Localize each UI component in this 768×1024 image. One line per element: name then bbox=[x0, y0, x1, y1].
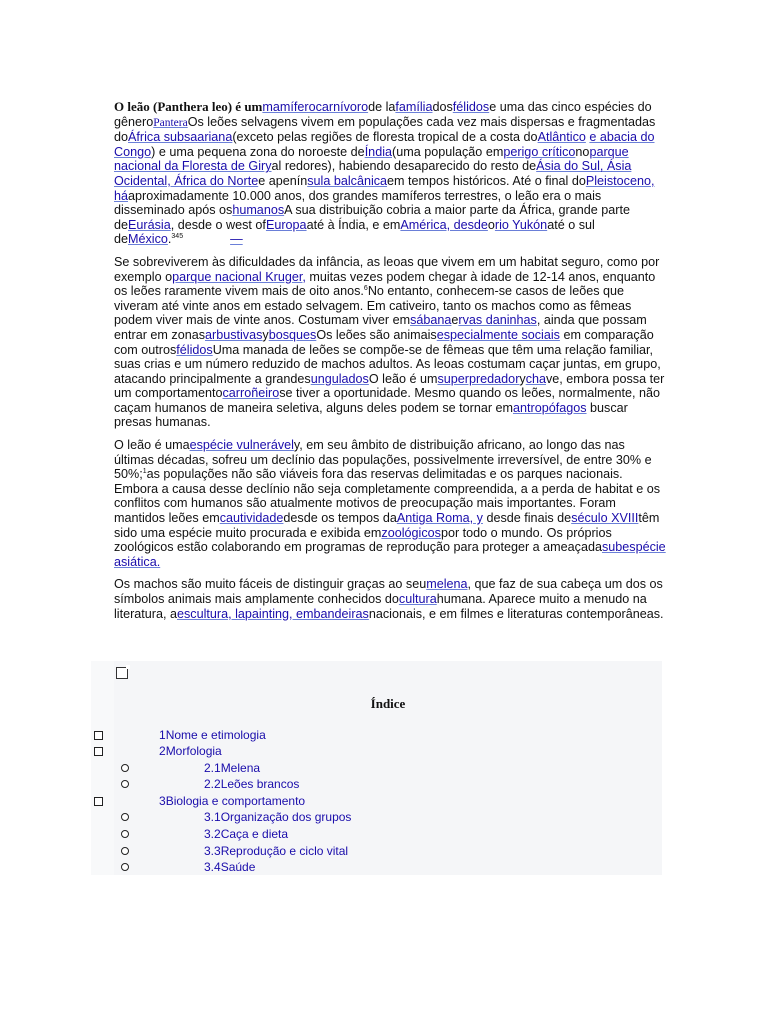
text: em comparação com outros bbox=[114, 327, 654, 357]
link-familia[interactable]: família bbox=[395, 100, 433, 114]
link-especie-vulneravel[interactable]: espécie vulnerável bbox=[189, 438, 294, 453]
link-escultura[interactable]: escultura, la bbox=[177, 606, 245, 621]
circle-bullet-icon bbox=[121, 780, 129, 788]
toc-number: 3 bbox=[159, 794, 166, 808]
text: y bbox=[262, 327, 269, 342]
text: . Aparece muito a menudo na literatura, a bbox=[114, 592, 647, 621]
link-europa[interactable]: Europa bbox=[265, 217, 307, 232]
link-arbustivas[interactable]: arbustivas bbox=[205, 327, 263, 342]
toc-item[interactable] bbox=[91, 728, 662, 744]
link-peninsula-balcanica[interactable]: sula balcânica bbox=[307, 173, 388, 188]
text: O leão é uma bbox=[114, 438, 190, 453]
text: muitas vezes podem chegar à idade de 12-14 anos, enquanto os leões raramente vivem mais de oito anos. bbox=[114, 269, 656, 299]
text: têm sido uma espécie muito procurada e exibida em bbox=[114, 511, 660, 540]
text: em tempos históricos. Até o final do bbox=[387, 173, 586, 188]
link-zoologicos[interactable]: zoológicos bbox=[381, 525, 441, 540]
toc-link[interactable]: Melena bbox=[220, 761, 261, 775]
text: (exceto pelas regiões de floresta tropical de a costa do bbox=[232, 130, 538, 145]
text: aproximadamente 10.000 anos, dos grandes mamíferos terrestres, o leão era o mais disseminado após os bbox=[114, 188, 602, 218]
text: Se sobreviverem às dificuldades da infância, as leoas que vivem em um habitat seguro, como por exemplo o bbox=[114, 254, 660, 284]
toc-link[interactable]: Morfologia bbox=[165, 744, 222, 758]
toc-item[interactable] bbox=[91, 810, 662, 826]
link-perigo-critico[interactable]: perigo crítico bbox=[503, 144, 576, 159]
square-bullet-icon bbox=[94, 747, 103, 756]
text: nacionais, e em filmes e literaturas contemporâneas. bbox=[368, 606, 664, 621]
link-superpredador[interactable]: superpredador bbox=[437, 371, 520, 386]
toc-number: 3.2 bbox=[204, 827, 221, 841]
link-atlantico[interactable]: Atlântico bbox=[537, 130, 586, 145]
text: , ainda que possam entrar em zonas bbox=[114, 313, 647, 342]
circle-bullet-icon bbox=[121, 863, 129, 871]
toc-item[interactable] bbox=[91, 844, 662, 860]
text: . bbox=[167, 232, 172, 247]
text: e bbox=[451, 313, 459, 328]
link-seculo-xviii[interactable]: século XVIII bbox=[571, 511, 639, 526]
toc-link[interactable]: Saúde bbox=[220, 860, 256, 874]
toc-item[interactable] bbox=[91, 744, 662, 760]
square-bullet-icon bbox=[94, 731, 103, 740]
link-mexico[interactable]: México bbox=[128, 232, 168, 247]
link-parque-kruger[interactable]: parque nacional Kruger, bbox=[172, 269, 306, 284]
link-ungulados[interactable]: ungulados bbox=[310, 371, 369, 386]
text: ve, embora possa ter um comportamento bbox=[114, 371, 665, 401]
text: e uma das cinco espécies do gênero bbox=[114, 100, 652, 129]
text: desde finais de bbox=[486, 511, 572, 526]
toc-number: 2.2 bbox=[204, 777, 221, 791]
toc-item[interactable] bbox=[91, 794, 662, 810]
toc-link[interactable]: Leões brancos bbox=[220, 777, 300, 791]
citation-1[interactable]: 1 bbox=[142, 468, 147, 476]
toc-title: Índice bbox=[370, 696, 406, 711]
text: e apenín bbox=[258, 173, 308, 188]
paragraph-intro bbox=[114, 100, 666, 247]
toc-number: 3.3 bbox=[204, 844, 221, 858]
toc-link[interactable]: Reprodução e ciclo vital bbox=[220, 844, 349, 858]
intro-bold: O leão (Panthera leo) é um bbox=[114, 99, 263, 114]
link-sabana[interactable]: sábana bbox=[410, 313, 452, 328]
citation-6[interactable]: 6 bbox=[363, 284, 368, 292]
link-america[interactable]: América, desde bbox=[400, 217, 488, 232]
link-parque-giry[interactable]: parque nacional da Floresta de Giry bbox=[114, 144, 629, 174]
text: até o sul de bbox=[114, 217, 595, 247]
toc-number: 2.1 bbox=[204, 761, 221, 775]
table-of-contents bbox=[91, 661, 662, 875]
paragraph-4 bbox=[114, 577, 666, 621]
citation-345[interactable]: 345 bbox=[171, 233, 184, 241]
text: por todo o mundo. Os próprios zoológicos estão colaborando em programas de reprodução para proteger a ameaçada bbox=[114, 525, 612, 555]
text: No entanto, conhecem-se casos de leões que viveram até vinte anos em estado selvagem. Em cativeiro, tanto os machos como as fêmeas podem viver mais de vinte anos. Costumam viver em bbox=[114, 284, 632, 328]
text: al redores), habiendo desaparecido do resto de bbox=[271, 159, 537, 174]
link-subespecie-asiatica[interactable]: subespécie asiática. bbox=[114, 540, 666, 569]
toc-link[interactable]: Organização dos grupos bbox=[220, 810, 352, 824]
circle-bullet-icon bbox=[121, 830, 129, 838]
toc-number: 1 bbox=[159, 728, 166, 742]
link-antiga-roma[interactable]: Antiga Roma, y bbox=[396, 511, 483, 526]
link-eurasia[interactable]: Eurásia bbox=[128, 217, 171, 232]
paragraph-2 bbox=[114, 255, 666, 430]
link-cultura[interactable]: cultura bbox=[398, 592, 437, 606]
link-asia-sul[interactable]: Ásia do Sul, Ásia Ocidental, África do Norte bbox=[114, 159, 632, 188]
link-chave[interactable]: cha bbox=[525, 371, 546, 386]
text: as populações não são viáveis fora das reservas delimitadas e os parques nacionais. Embora a causa desse declínio não seja completamente compreendida, a a perda de habitat e os conflitos com humanos são atualmente motivos de preocupação mais importantes. Foram mantidos leões em bbox=[114, 467, 661, 526]
text: Uma manada de leões se compõe-se de fêmeas que têm uma relação familiar, suas crias e um número reduzido de machos adultos. As leoas costumam caçar juntas, em grupo, atacando principalmente a grandes bbox=[114, 342, 661, 386]
text: o bbox=[487, 217, 495, 232]
link-antropofagos[interactable]: antropófagos bbox=[513, 400, 587, 415]
toc-link[interactable]: Biologia e comportamento bbox=[165, 794, 306, 808]
link-humanos[interactable]: humanos bbox=[232, 203, 285, 218]
toc-toggle-checkbox[interactable] bbox=[116, 667, 128, 679]
toc-link[interactable]: Nome e etimologia bbox=[165, 728, 266, 742]
text: desde os tempos da bbox=[283, 511, 397, 526]
toc-item[interactable] bbox=[91, 777, 662, 793]
text: buscar presas humanas. bbox=[114, 400, 628, 430]
text: A sua distribuição cobria a maior parte da África, grande parte de bbox=[114, 203, 630, 232]
link-dash[interactable]: — bbox=[230, 232, 243, 247]
link-mamifero[interactable]: mamífero bbox=[262, 100, 316, 114]
text: , que faz de sua cabeça um dos os símbolos animais mais amplamente conhecidos do bbox=[114, 577, 663, 606]
link-bosques[interactable]: bosques bbox=[268, 327, 317, 342]
text: Os leões selvagens vivem em populações cada vez mais dispersas e fragmentadas do bbox=[114, 114, 656, 145]
circle-bullet-icon bbox=[121, 847, 129, 855]
link-blank-a[interactable] bbox=[187, 232, 227, 247]
text: O leão é um bbox=[368, 371, 438, 386]
text: até à Índia, e em bbox=[306, 217, 401, 232]
toc-number: 2 bbox=[159, 744, 166, 758]
circle-bullet-icon bbox=[121, 813, 129, 821]
link-felidos[interactable]: félidos bbox=[452, 100, 490, 114]
toc-item[interactable] bbox=[91, 761, 662, 777]
text: de la bbox=[368, 100, 396, 114]
text: , desde o west of bbox=[170, 217, 266, 232]
link-bandeiras[interactable]: bandeiras bbox=[313, 606, 369, 621]
link-india[interactable]: Índia bbox=[364, 144, 392, 159]
link-especialmente-sociais[interactable]: especialmente sociais bbox=[436, 327, 560, 342]
text: se tiver a oportunidade. Mesmo quando os leões, normalmente, não caçam humanos de maneira seletiva, alguns deles podem se tornar em bbox=[114, 386, 661, 415]
paragraph-3 bbox=[114, 438, 666, 569]
toc-number: 3.1 bbox=[204, 810, 221, 824]
link-pantera[interactable]: Pantera bbox=[153, 116, 188, 129]
link-ervas[interactable]: rvas daninhas bbox=[458, 313, 537, 328]
text: humana bbox=[436, 592, 483, 606]
text: Os machos são muito fáceis de distinguir graças ao seu bbox=[114, 577, 427, 592]
link-bacia-congo[interactable]: e abacia do Congo bbox=[114, 130, 655, 159]
link-felidos-2[interactable]: félidos bbox=[176, 342, 213, 357]
link-carroneiro[interactable]: carroñeiro bbox=[222, 386, 280, 401]
link-africa-subsaariana[interactable]: África subsaariana bbox=[128, 130, 233, 145]
link-carnivoro[interactable]: carnívoro bbox=[315, 100, 369, 114]
link-painting[interactable]: painting, em bbox=[244, 606, 314, 621]
text: Os leões são animais bbox=[316, 327, 437, 342]
link-melena[interactable]: melena bbox=[426, 577, 468, 592]
text: (uma população em bbox=[392, 144, 504, 159]
text: y, em seu âmbito de distribuição africano, ao longo das nas últimas décadas, sofreu um declínio das populações, possivelmente irreversível, de entre 30% e 50%; bbox=[114, 438, 652, 482]
article-body bbox=[114, 100, 666, 629]
square-bullet-icon bbox=[94, 797, 103, 806]
toc-item[interactable] bbox=[91, 860, 662, 876]
toc-item[interactable] bbox=[91, 827, 662, 843]
link-cautividade[interactable]: cautividade bbox=[219, 511, 284, 526]
text: no bbox=[575, 144, 590, 159]
link-rio-yukon[interactable]: rio Yukón bbox=[494, 217, 548, 232]
toc-number: 3.4 bbox=[204, 860, 221, 874]
link-pleistoceno[interactable]: Pleistoceno, há bbox=[114, 173, 655, 203]
text: y bbox=[519, 371, 526, 386]
circle-bullet-icon bbox=[121, 764, 129, 772]
text: ) e uma pequena zona do noroeste de bbox=[151, 144, 365, 159]
toc-link[interactable]: Caça e dieta bbox=[220, 827, 289, 841]
text: dos bbox=[432, 100, 453, 114]
